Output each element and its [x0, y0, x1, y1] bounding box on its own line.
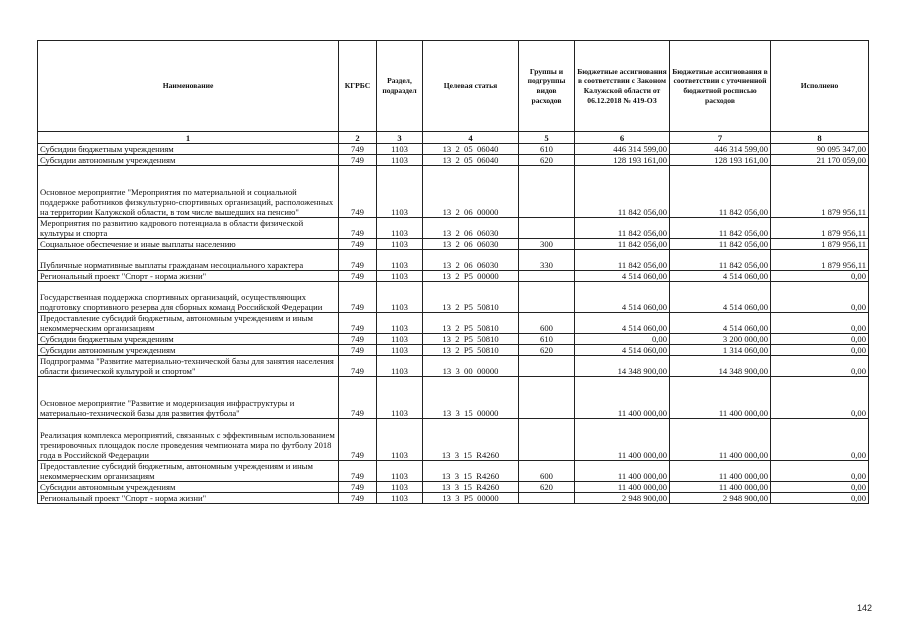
- row-refined-amount: 3 200 000,00: [670, 334, 771, 345]
- row-group: 620: [519, 345, 575, 356]
- row-name: Предоставление субсидий бюджетным, автономным учреждениям и иным некоммерческим организациям: [38, 313, 339, 334]
- row-target: 13 3 15 R4260: [423, 419, 519, 461]
- col-header-name: Наименование: [38, 41, 339, 132]
- row-group: 620: [519, 155, 575, 166]
- table-row: [38, 377, 869, 419]
- row-target: 13 2 P5 50810: [423, 345, 519, 356]
- row-target: 13 2 05 06040: [423, 144, 519, 155]
- row-group: 600: [519, 313, 575, 334]
- table-row: [38, 313, 869, 334]
- table-row: [38, 356, 869, 377]
- col-number: 6: [575, 132, 670, 144]
- row-kgrbs: 749: [339, 356, 377, 377]
- row-refined-amount: 11 842 056,00: [670, 166, 771, 218]
- row-law-amount: 11 842 056,00: [575, 218, 670, 239]
- row-kgrbs: 749: [339, 166, 377, 218]
- table-row: [38, 493, 869, 504]
- col-header-law: Бюджетные ассигнования в соответствии с Законом Калужской области от 06.12.2018 № 419-ОЗ: [575, 41, 670, 132]
- col-number: 7: [670, 132, 771, 144]
- table-row: [38, 345, 869, 356]
- row-executed-amount: 0,00: [771, 356, 869, 377]
- row-section: 1103: [377, 271, 423, 282]
- row-law-amount: 11 842 056,00: [575, 250, 670, 271]
- row-law-amount: 11 400 000,00: [575, 461, 670, 482]
- row-section: 1103: [377, 144, 423, 155]
- row-law-amount: 4 514 060,00: [575, 345, 670, 356]
- row-group: 610: [519, 334, 575, 345]
- col-header-refined: Бюджетные ассигнования в соответствии с уточненной бюджетной росписью расходов: [670, 41, 771, 132]
- row-name: Субсидии автономным учреждениям: [38, 155, 339, 166]
- row-name: Основное мероприятие "Развитие и модернизация инфраструктуры и материально-технической базы для развития футбола": [38, 377, 339, 419]
- page-number: 142: [857, 603, 873, 613]
- row-name: Публичные нормативные выплаты гражданам несоциального характера: [38, 250, 339, 271]
- row-law-amount: 4 514 060,00: [575, 282, 670, 313]
- row-section: 1103: [377, 282, 423, 313]
- row-section: 1103: [377, 250, 423, 271]
- col-number: 1: [38, 132, 339, 144]
- row-kgrbs: 749: [339, 419, 377, 461]
- row-target: 13 2 P5 50810: [423, 282, 519, 313]
- row-name: Подпрограмма "Развитие материально-технической базы для занятия населения области физической культурой и спортом": [38, 356, 339, 377]
- row-refined-amount: 11 400 000,00: [670, 461, 771, 482]
- row-law-amount: 446 314 599,00: [575, 144, 670, 155]
- row-group: [519, 271, 575, 282]
- row-section: 1103: [377, 218, 423, 239]
- row-name: Реализация комплекса мероприятий, связанных с эффективным использованием тренировочных площадок после проведения чемпионата мира по футболу 2018 года в Российской Федерации: [38, 419, 339, 461]
- col-number: 3: [377, 132, 423, 144]
- row-target: 13 3 P5 00000: [423, 493, 519, 504]
- table-row: [38, 334, 869, 345]
- row-law-amount: 0,00: [575, 334, 670, 345]
- row-target: 13 2 06 06030: [423, 250, 519, 271]
- table-row: [38, 419, 869, 461]
- row-kgrbs: 749: [339, 271, 377, 282]
- row-group: [519, 356, 575, 377]
- row-section: 1103: [377, 482, 423, 493]
- row-executed-amount: 0,00: [771, 271, 869, 282]
- row-group: 610: [519, 144, 575, 155]
- row-executed-amount: 1 879 956,11: [771, 250, 869, 271]
- row-refined-amount: 4 514 060,00: [670, 271, 771, 282]
- row-group: [519, 218, 575, 239]
- row-name: Субсидии автономным учреждениям: [38, 482, 339, 493]
- row-kgrbs: 749: [339, 334, 377, 345]
- row-refined-amount: 4 514 060,00: [670, 282, 771, 313]
- row-section: 1103: [377, 345, 423, 356]
- row-refined-amount: 4 514 060,00: [670, 313, 771, 334]
- row-kgrbs: 749: [339, 218, 377, 239]
- row-target: 13 2 05 06040: [423, 155, 519, 166]
- row-refined-amount: 11 400 000,00: [670, 419, 771, 461]
- table-row: [38, 271, 869, 282]
- row-executed-amount: 0,00: [771, 493, 869, 504]
- row-section: 1103: [377, 313, 423, 334]
- row-target: 13 3 15 R4260: [423, 482, 519, 493]
- col-header-groups: Группы и подгруппы видов расходов: [519, 41, 575, 132]
- row-section: 1103: [377, 334, 423, 345]
- row-refined-amount: 2 948 900,00: [670, 493, 771, 504]
- col-number: 2: [339, 132, 377, 144]
- col-number: 8: [771, 132, 869, 144]
- table-body: [38, 144, 869, 504]
- row-kgrbs: 749: [339, 482, 377, 493]
- row-group: 330: [519, 250, 575, 271]
- row-name: Региональный проект "Спорт - норма жизни": [38, 271, 339, 282]
- row-kgrbs: 749: [339, 155, 377, 166]
- row-group: [519, 493, 575, 504]
- row-refined-amount: 11 842 056,00: [670, 218, 771, 239]
- row-executed-amount: 0,00: [771, 377, 869, 419]
- row-section: 1103: [377, 419, 423, 461]
- row-name: Основное мероприятие "Мероприятия по материальной и социальной поддержке работников физкультурно-спортивных организаций, расположенных на территории Калужской области, в том числе вышедших на пенсию": [38, 166, 339, 218]
- table-row: [38, 282, 869, 313]
- row-name: Субсидии бюджетным учреждениям: [38, 334, 339, 345]
- budget-table: [37, 40, 869, 504]
- row-group: 600: [519, 461, 575, 482]
- row-law-amount: 11 842 056,00: [575, 166, 670, 218]
- row-executed-amount: 0,00: [771, 313, 869, 334]
- row-executed-amount: 0,00: [771, 419, 869, 461]
- row-kgrbs: 749: [339, 313, 377, 334]
- row-law-amount: 14 348 900,00: [575, 356, 670, 377]
- row-target: 13 2 P5 00000: [423, 271, 519, 282]
- row-kgrbs: 749: [339, 493, 377, 504]
- row-law-amount: 11 400 000,00: [575, 419, 670, 461]
- row-executed-amount: 0,00: [771, 482, 869, 493]
- col-header-target: Целевая статья: [423, 41, 519, 132]
- row-executed-amount: 21 170 059,00: [771, 155, 869, 166]
- table-row: [38, 166, 869, 218]
- row-refined-amount: 11 400 000,00: [670, 377, 771, 419]
- row-target: 13 2 06 06030: [423, 239, 519, 250]
- row-section: 1103: [377, 239, 423, 250]
- row-executed-amount: 0,00: [771, 282, 869, 313]
- row-group: 620: [519, 482, 575, 493]
- row-law-amount: 11 400 000,00: [575, 482, 670, 493]
- row-target: 13 3 15 R4260: [423, 461, 519, 482]
- row-refined-amount: 11 842 056,00: [670, 250, 771, 271]
- row-group: 300: [519, 239, 575, 250]
- row-target: 13 2 06 06030: [423, 218, 519, 239]
- row-target: 13 3 15 00000: [423, 377, 519, 419]
- row-refined-amount: 446 314 599,00: [670, 144, 771, 155]
- row-executed-amount: 0,00: [771, 345, 869, 356]
- row-kgrbs: 749: [339, 250, 377, 271]
- row-refined-amount: 128 193 161,00: [670, 155, 771, 166]
- row-refined-amount: 1 314 060,00: [670, 345, 771, 356]
- row-executed-amount: 1 879 956,11: [771, 166, 869, 218]
- col-header-kgrbs: КГРБС: [339, 41, 377, 132]
- row-law-amount: 128 193 161,00: [575, 155, 670, 166]
- row-law-amount: 2 948 900,00: [575, 493, 670, 504]
- row-target: 13 2 P5 50810: [423, 334, 519, 345]
- row-target: 13 2 P5 50810: [423, 313, 519, 334]
- row-group: [519, 419, 575, 461]
- row-name: Предоставление субсидий бюджетным, автономным учреждениям и иным некоммерческим организациям: [38, 461, 339, 482]
- row-group: [519, 282, 575, 313]
- row-law-amount: 11 842 056,00: [575, 239, 670, 250]
- row-law-amount: 11 400 000,00: [575, 377, 670, 419]
- row-executed-amount: 0,00: [771, 461, 869, 482]
- row-name: Государственная поддержка спортивных организаций, осуществляющих подготовку спортивного резерва для сборных команд Российской Федерации: [38, 282, 339, 313]
- row-law-amount: 4 514 060,00: [575, 313, 670, 334]
- table-row: [38, 250, 869, 271]
- row-name: Субсидии автономным учреждениям: [38, 345, 339, 356]
- table-row: [38, 461, 869, 482]
- row-executed-amount: 1 879 956,11: [771, 218, 869, 239]
- row-target: 13 3 00 00000: [423, 356, 519, 377]
- table-row: [38, 482, 869, 493]
- row-refined-amount: 11 400 000,00: [670, 482, 771, 493]
- row-refined-amount: 14 348 900,00: [670, 356, 771, 377]
- row-kgrbs: 749: [339, 144, 377, 155]
- row-name: Региональный проект "Спорт - норма жизни": [38, 493, 339, 504]
- row-executed-amount: 1 879 956,11: [771, 239, 869, 250]
- table-row: [38, 218, 869, 239]
- row-target: 13 2 06 00000: [423, 166, 519, 218]
- row-group: [519, 166, 575, 218]
- row-kgrbs: 749: [339, 345, 377, 356]
- row-executed-amount: 90 095 347,00: [771, 144, 869, 155]
- row-executed-amount: 0,00: [771, 334, 869, 345]
- col-number: 4: [423, 132, 519, 144]
- row-kgrbs: 749: [339, 239, 377, 250]
- table-row: [38, 144, 869, 155]
- row-section: 1103: [377, 166, 423, 218]
- row-refined-amount: 11 842 056,00: [670, 239, 771, 250]
- table-row: [38, 155, 869, 166]
- row-name: Социальное обеспечение и иные выплаты населению: [38, 239, 339, 250]
- col-header-executed: Исполнено: [771, 41, 869, 132]
- row-section: 1103: [377, 493, 423, 504]
- table-row: [38, 239, 869, 250]
- col-number: 5: [519, 132, 575, 144]
- row-kgrbs: 749: [339, 461, 377, 482]
- row-name: Мероприятия по развитию кадрового потенциала в области физической культуры и спорта: [38, 218, 339, 239]
- row-kgrbs: 749: [339, 282, 377, 313]
- table-header: [38, 41, 869, 144]
- row-section: 1103: [377, 377, 423, 419]
- row-name: Субсидии бюджетным учреждениям: [38, 144, 339, 155]
- row-section: 1103: [377, 461, 423, 482]
- row-kgrbs: 749: [339, 377, 377, 419]
- col-header-section: Раздел, подраздел: [377, 41, 423, 132]
- row-group: [519, 377, 575, 419]
- row-section: 1103: [377, 155, 423, 166]
- row-law-amount: 4 514 060,00: [575, 271, 670, 282]
- row-section: 1103: [377, 356, 423, 377]
